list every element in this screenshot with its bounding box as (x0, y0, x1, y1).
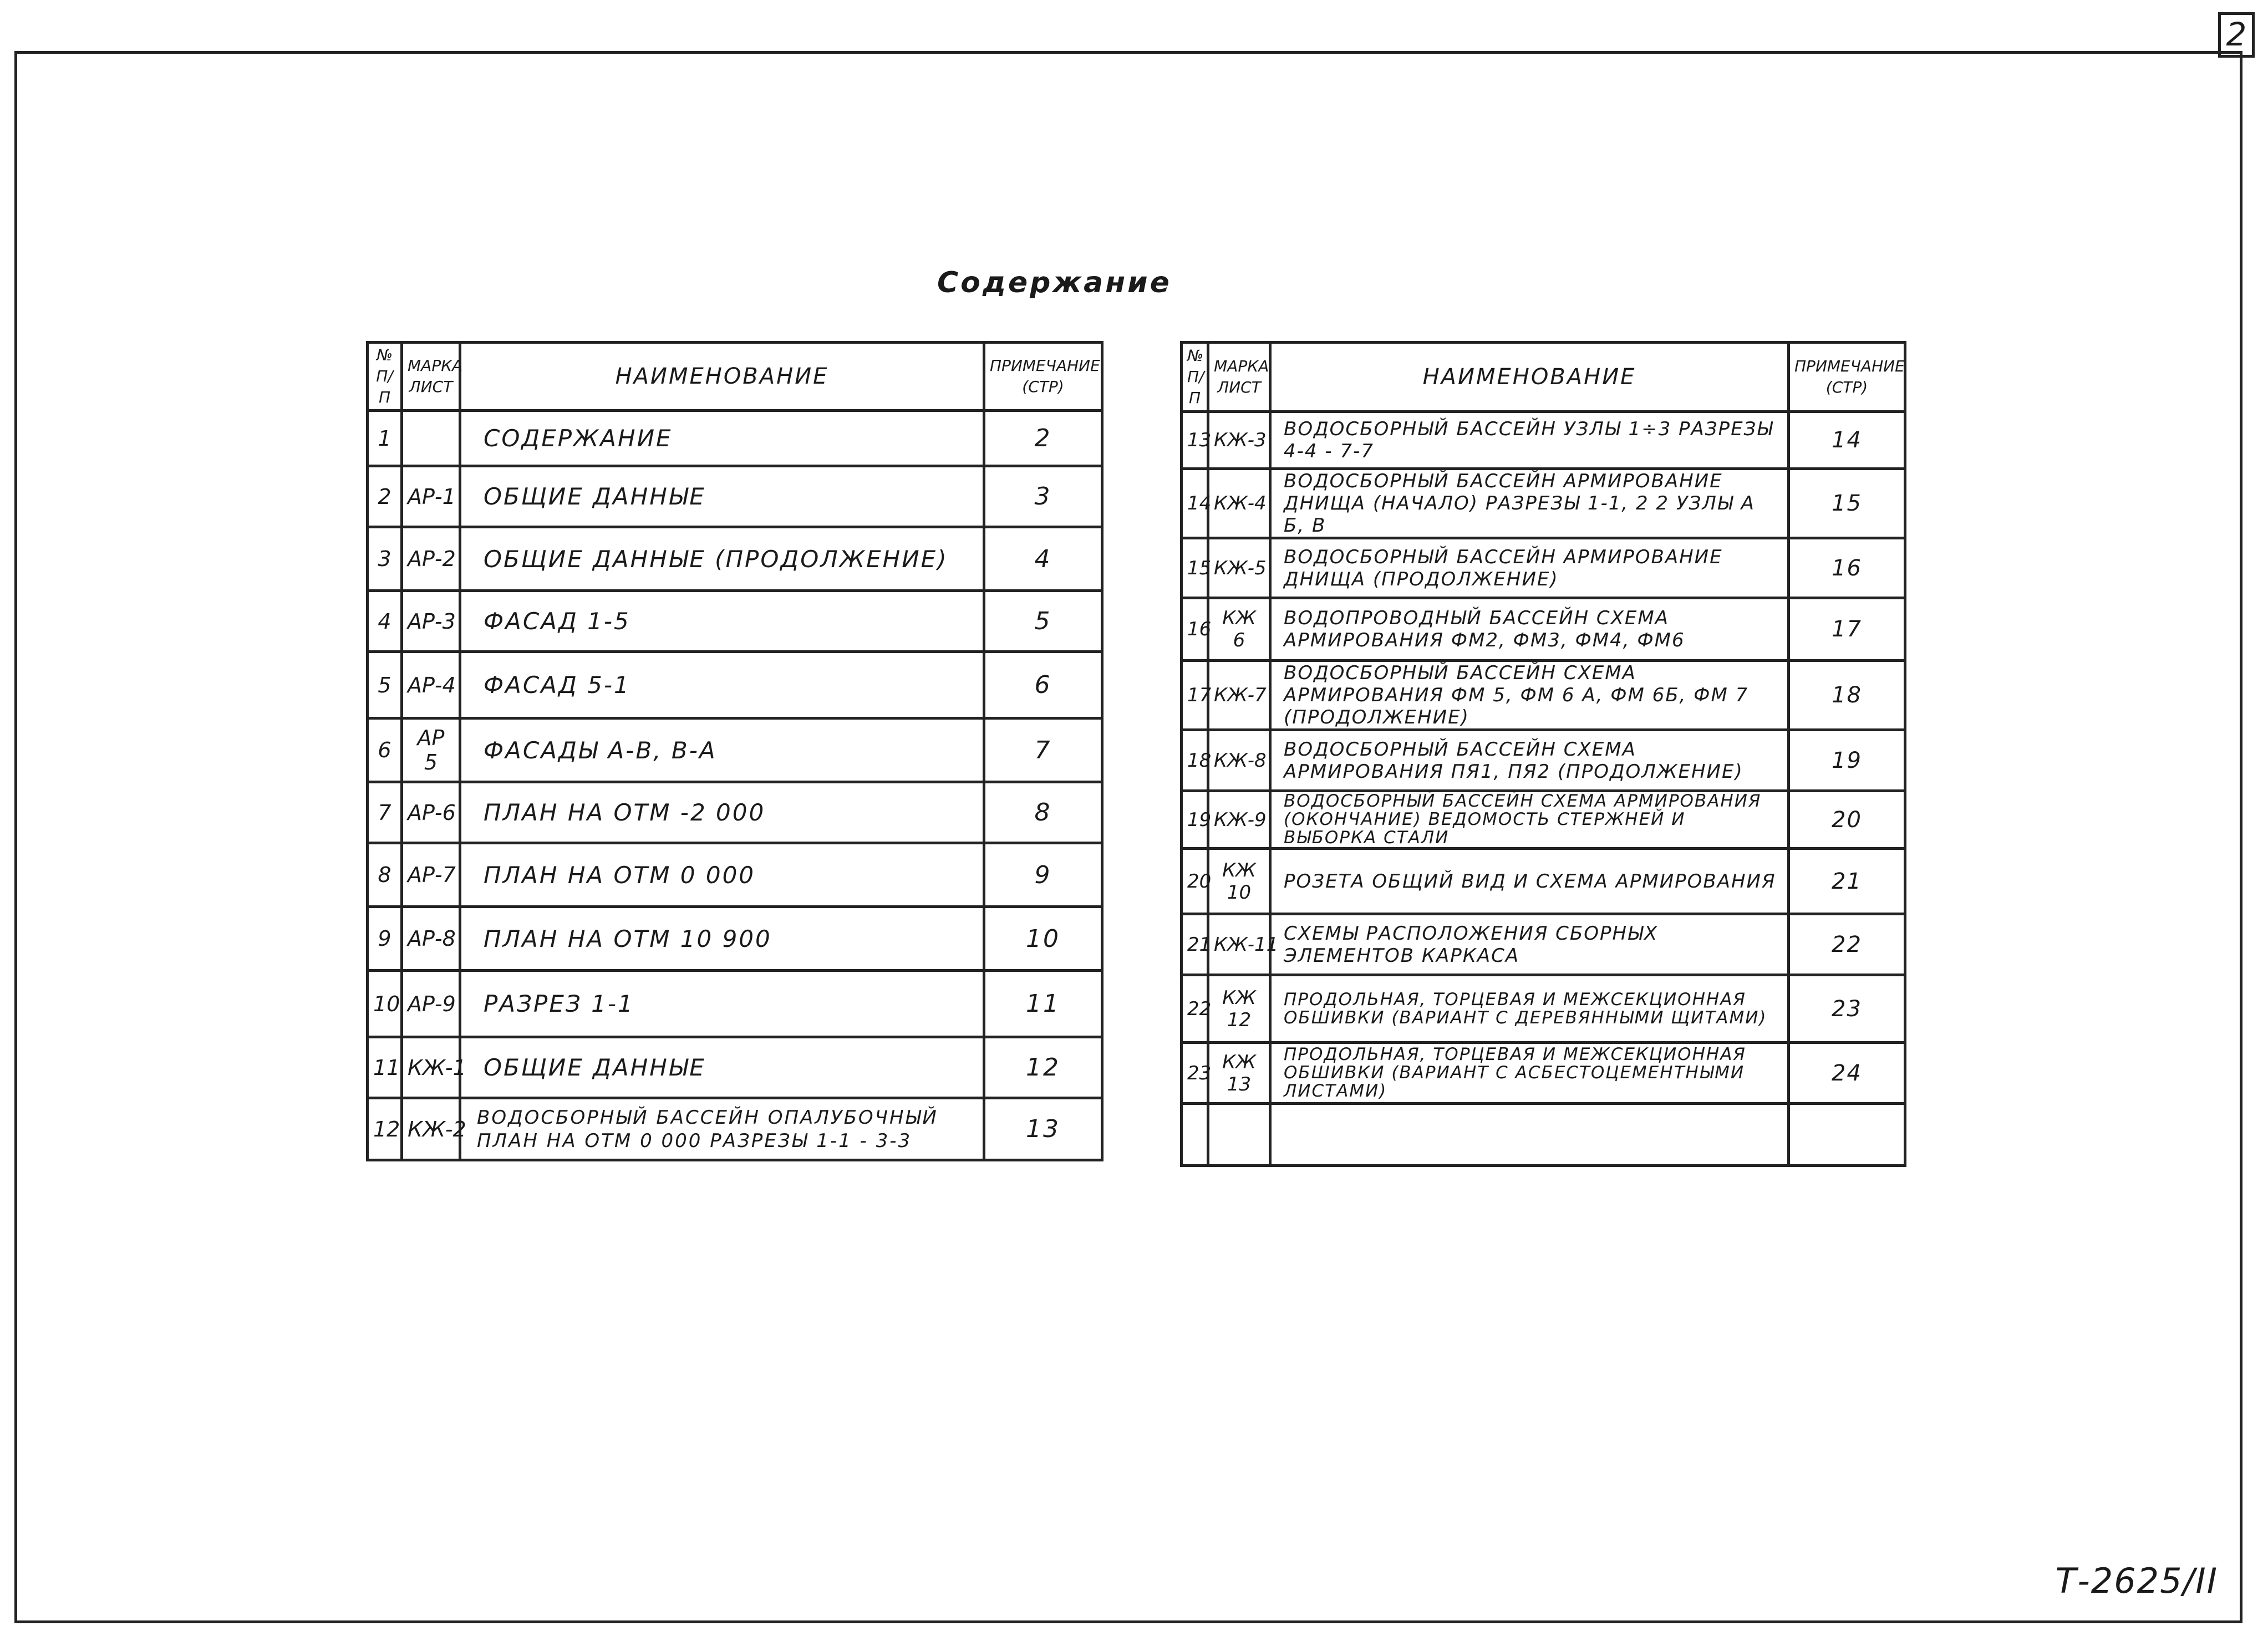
page-number: 12 (984, 1037, 1102, 1098)
table-row (368, 718, 1102, 782)
sheet-name: СХЕМЫ РАСПОЛОЖЕНИЯ СБОРНЫХ ЭЛЕМЕНТОВ КАРКАСА (1270, 914, 1789, 975)
table-row (1182, 412, 1905, 469)
sheet-name: ВОДОПРОВОДНЫЙ БАССЕЙН СХЕМА АРМИРОВАНИЯ ФМ2, ФМ3, ФМ4, ФМ6 (1270, 598, 1789, 661)
table-row (1182, 975, 1905, 1043)
page-number: 4 (984, 527, 1102, 591)
sheet-mark: КЖ 13 (1208, 1043, 1270, 1104)
sheet-name: ОБЩИЕ ДАННЫЕ (460, 466, 984, 527)
page-number: 13 (984, 1098, 1102, 1160)
row-number: 21 (1182, 914, 1208, 975)
row-number: 15 (1182, 538, 1208, 598)
sheet-mark: АР-6 (402, 782, 460, 843)
contents-table-right (1180, 341, 1906, 1167)
table-row (368, 1037, 1102, 1098)
sheet-mark (402, 411, 460, 466)
sheet-mark (1208, 1104, 1270, 1166)
sheet-name: ПЛАН НА ОТМ 0 000 (460, 843, 984, 907)
sheet-name: ВОДОСБОРНЫЙ БАССЕЙН ОПАЛУБОЧНЫЙ ПЛАН НА ОТМ 0 000 РАЗРЕЗЫ 1-1 - 3-3 (460, 1098, 984, 1160)
header-name: НАИМЕНОВАНИЕ (460, 343, 984, 411)
page-number: 16 (1789, 538, 1905, 598)
sheet-name: ВОДОСБОРНЫЙ БАССЕЙН СХЕМА АРМИРОВАНИЯ ФМ 5, ФМ 6 А, ФМ 6Б, ФМ 7 (ПРОДОЛЖЕНИЕ) (1270, 661, 1789, 730)
row-number: 1 (368, 411, 402, 466)
sheet-name: ВОДОСБОРНЫЙ БАССЕЙН СХЕМА АРМИРОВАНИЯ (ОКОНЧАНИЕ) ВЕДОМОСТЬ СТЕРЖНЕЙ И ВЫБОРКА СТАЛИ (1270, 791, 1789, 849)
row-number: 9 (368, 907, 402, 971)
table-row (1182, 538, 1905, 598)
row-number: 11 (368, 1037, 402, 1098)
row-number: 16 (1182, 598, 1208, 661)
row-number: 20 (1182, 849, 1208, 914)
page-number: 7 (984, 718, 1102, 782)
row-number: 10 (368, 971, 402, 1037)
sheet-name: СОДЕРЖАНИЕ (460, 411, 984, 466)
row-number: 7 (368, 782, 402, 843)
table-row (368, 843, 1102, 907)
sheet-name (1270, 1104, 1789, 1166)
table-row (368, 466, 1102, 527)
page-number: 2 (984, 411, 1102, 466)
row-number: 22 (1182, 975, 1208, 1043)
page-number: 11 (984, 971, 1102, 1037)
sheet-mark: КЖ-4 (1208, 469, 1270, 538)
sheet-mark: АР 5 (402, 718, 460, 782)
page-number: 14 (1789, 412, 1905, 469)
sheet-name: РАЗРЕЗ 1-1 (460, 971, 984, 1037)
row-number: 2 (368, 466, 402, 527)
page-title: Содержание (937, 266, 1172, 299)
header-mark: МАРКА ЛИСТ (402, 343, 460, 411)
page-number: 10 (984, 907, 1102, 971)
sheet-name: ВОДОСБОРНЫЙ БАССЕЙН УЗЛЫ 1÷3 РАЗРЕЗЫ 4-4 - 7-7 (1270, 412, 1789, 469)
sheet-mark: АР-4 (402, 652, 460, 718)
row-number (1182, 1104, 1208, 1166)
row-number: 13 (1182, 412, 1208, 469)
sheet-name: ПРОДОЛЬНАЯ, ТОРЦЕВАЯ И МЕЖСЕКЦИОННАЯ ОБШИВКИ (ВАРИАНТ С ДЕРЕВЯННЫМИ ЩИТАМИ) (1270, 975, 1789, 1043)
table-row (1182, 849, 1905, 914)
sheet-name: ВОДОСБОРНЫЙ БАССЕЙН АРМИРОВАНИЕ ДНИЩА (НАЧАЛО) РАЗРЕЗЫ 1-1, 2 2 УЗЛЫ А Б, В (1270, 469, 1789, 538)
table-row (368, 652, 1102, 718)
page-number: 3 (984, 466, 1102, 527)
sheet-mark: КЖ 12 (1208, 975, 1270, 1043)
sheet-mark: АР-8 (402, 907, 460, 971)
sheet-number: 2 (2218, 12, 2255, 58)
header-note: ПРИМЕЧАНИЕ (СТР) (1789, 343, 1905, 412)
row-number: 12 (368, 1098, 402, 1160)
row-number: 6 (368, 718, 402, 782)
table-row (368, 1098, 1102, 1160)
row-number: 4 (368, 591, 402, 652)
contents-table-left (366, 341, 1104, 1161)
table-header-row (368, 343, 1102, 411)
table-row (1182, 914, 1905, 975)
sheet-mark: КЖ-3 (1208, 412, 1270, 469)
page-number: 24 (1789, 1043, 1905, 1104)
row-number: 5 (368, 652, 402, 718)
table-row (1182, 791, 1905, 849)
table-row (1182, 730, 1905, 791)
header-num: № П/П (368, 343, 402, 411)
page-number: 6 (984, 652, 1102, 718)
header-note: ПРИМЕЧАНИЕ (СТР) (984, 343, 1102, 411)
page-number: 23 (1789, 975, 1905, 1043)
row-number: 18 (1182, 730, 1208, 791)
sheet-name: ФАСАДЫ А-В, В-А (460, 718, 984, 782)
page-number: 9 (984, 843, 1102, 907)
table-row (368, 971, 1102, 1037)
table-row (1182, 1043, 1905, 1104)
sheet-mark: АР-7 (402, 843, 460, 907)
sheet-name: ПЛАН НА ОТМ -2 000 (460, 782, 984, 843)
table-row (368, 411, 1102, 466)
sheet-name: ВОДОСБОРНЫЙ БАССЕЙН СХЕМА АРМИРОВАНИЯ ПЯ1, ПЯ2 (ПРОДОЛЖЕНИЕ) (1270, 730, 1789, 791)
sheet-mark: КЖ-11 (1208, 914, 1270, 975)
page-number: 21 (1789, 849, 1905, 914)
sheet-mark: АР-1 (402, 466, 460, 527)
table-header-row (1182, 343, 1905, 412)
sheet-mark: КЖ-7 (1208, 661, 1270, 730)
sheet-mark: АР-9 (402, 971, 460, 1037)
page-number (1789, 1104, 1905, 1166)
sheet-name: ПЛАН НА ОТМ 10 900 (460, 907, 984, 971)
page-number: 8 (984, 782, 1102, 843)
sheet-mark: КЖ-5 (1208, 538, 1270, 598)
sheet-mark: КЖ 6 (1208, 598, 1270, 661)
sheet-name: ФАСАД 1-5 (460, 591, 984, 652)
sheet-name: ФАСАД 5-1 (460, 652, 984, 718)
sheet-mark: КЖ-8 (1208, 730, 1270, 791)
sheet-name: РОЗЕТА ОБЩИЙ ВИД И СХЕМА АРМИРОВАНИЯ (1270, 849, 1789, 914)
sheet-mark: АР-2 (402, 527, 460, 591)
page-number: 19 (1789, 730, 1905, 791)
sheet-name: ОБЩИЕ ДАННЫЕ (ПРОДОЛЖЕНИЕ) (460, 527, 984, 591)
sheet-mark: КЖ-9 (1208, 791, 1270, 849)
sheet-mark: АР-3 (402, 591, 460, 652)
sheet-name: ПРОДОЛЬНАЯ, ТОРЦЕВАЯ И МЕЖСЕКЦИОННАЯ ОБШИВКИ (ВАРИАНТ С АСБЕСТОЦЕМЕНТНЫМИ ЛИСТАМИ) (1270, 1043, 1789, 1104)
sheet-mark: КЖ-2 (402, 1098, 460, 1160)
row-number: 8 (368, 843, 402, 907)
table-row (1182, 1104, 1905, 1166)
page-number: 20 (1789, 791, 1905, 849)
header-num: № П/П (1182, 343, 1208, 412)
table-row (368, 782, 1102, 843)
table-row (368, 591, 1102, 652)
sheet-name: ВОДОСБОРНЫЙ БАССЕЙН АРМИРОВАНИЕ ДНИЩА (ПРОДОЛЖЕНИЕ) (1270, 538, 1789, 598)
row-number: 17 (1182, 661, 1208, 730)
sheet-mark: КЖ-1 (402, 1037, 460, 1098)
table-row (1182, 661, 1905, 730)
sheet-mark: КЖ 10 (1208, 849, 1270, 914)
row-number: 23 (1182, 1043, 1208, 1104)
page-number: 5 (984, 591, 1102, 652)
row-number: 19 (1182, 791, 1208, 849)
page-number: 18 (1789, 661, 1905, 730)
table-row (1182, 598, 1905, 661)
page-number: 15 (1789, 469, 1905, 538)
document-code: Т-2625/II (2055, 1561, 2218, 1601)
page-number: 17 (1789, 598, 1905, 661)
header-name: НАИМЕНОВАНИЕ (1270, 343, 1789, 412)
table-row (368, 907, 1102, 971)
sheet-name: ОБЩИЕ ДАННЫЕ (460, 1037, 984, 1098)
table-row (368, 527, 1102, 591)
header-mark: МАРКА ЛИСТ (1208, 343, 1270, 412)
row-number: 3 (368, 527, 402, 591)
row-number: 14 (1182, 469, 1208, 538)
page-number: 22 (1789, 914, 1905, 975)
table-row (1182, 469, 1905, 538)
